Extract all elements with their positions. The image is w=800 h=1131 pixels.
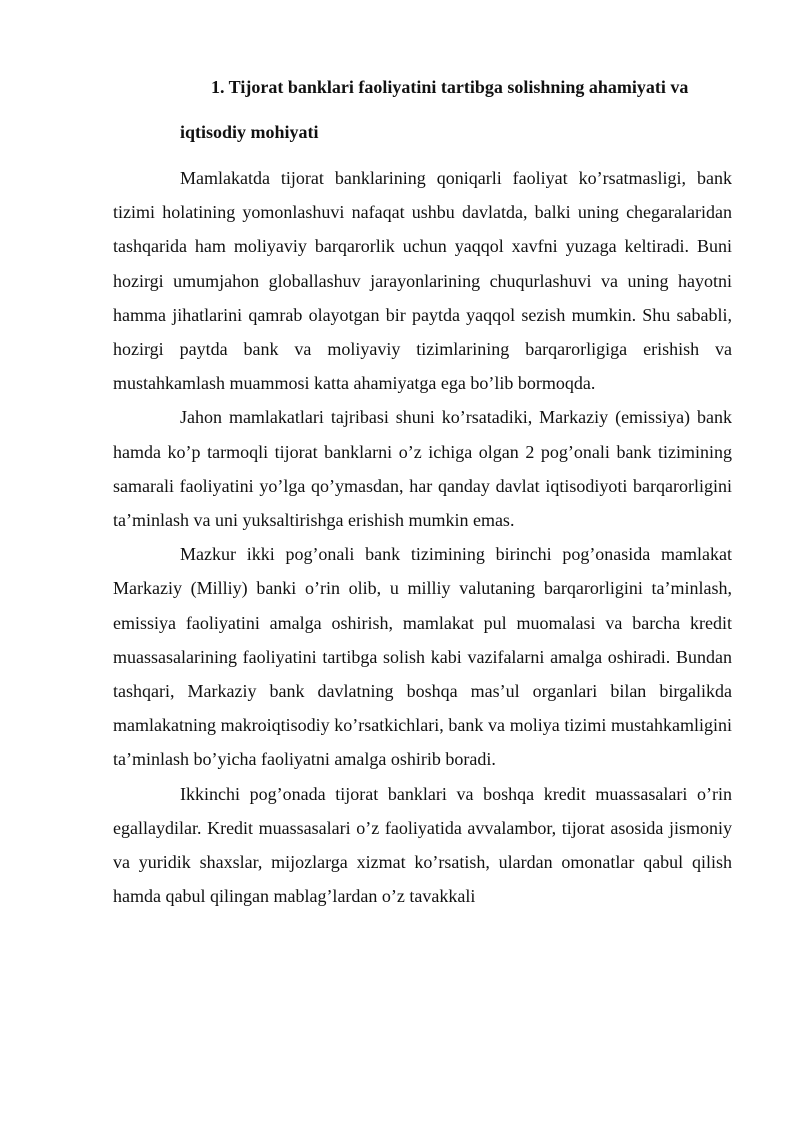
body-text bbox=[113, 161, 732, 913]
paragraph-2: Jahon mamlakatlari tajribasi shuni ko’rsatadiki, Markaziy (emissiya) bank hamda ko’p tarmoqli tijorat banklarni o’z ichiga olgan 2 pog’onali bank tizimining samarali faoliyatini yo’lga qo’ymasdan, har qanday davlat iqtisodiyoti barqarorligini ta’minlash va uni yuksaltirishga erishish mumkin emas. bbox=[113, 407, 732, 531]
section-heading: 1. Tijorat banklari faoliyatini tartibga solishning ahamiyati va bbox=[211, 77, 689, 97]
paragraph-1: Mamlakatda tijorat banklarining qoniqarli faoliyat ko’rsatmasligi, bank tizimi holatining yomonlashuvi nafaqat ushbu davlatda, balki uning chegaralaridan tashqarida ham moliyaviy barqarorlik uchun yaqqol xavfni yuzaga keltiradi. Buni hozirgi umumjahon globallashuv jarayonlarining chuqurlashuvi va uning hayotni hamma jihatlarini qamrab olayotgan bir paytda yaqqol sezish mumkin. Shu sababli, hozirgi paytda bank va moliyaviy tizimlarining barqarorligiga erishish va mustahkamlash muammosi katta ahamiyatga ega bo’lib bormoqda. bbox=[113, 168, 732, 394]
section-heading-continuation: iqtisodiy mohiyati bbox=[180, 122, 319, 142]
paragraph-3: Mazkur ikki pog’onali bank tizimining birinchi pog’onasida mamlakat Markaziy (Milliy) banki o’rin olib, u milliy valutaning barqarorligini ta’minlash, emissiya faoliyatini amalga oshirish, mamlakat pul muomalasi va barcha kredit muassasalarining faoliyatini tartibga solish kabi vazifalarni amalga oshiradi. Bundan tashqari, Markaziy bank davlatning boshqa mas’ul organlari bilan birgalikda mamlakatning makroiqtisodiy ko’rsatkichlari, bank va moliya tizimi mustahkamligini ta’minlash bo’yicha faoliyatni amalga oshirib boradi. bbox=[113, 544, 732, 770]
paragraph-4: Ikkinchi pog’onada tijorat banklari va boshqa kredit muassasalari o’rin egallaydilar. Kredit muassasalari o’z faoliyatida avvalambor, tijorat asosida jismoniy va yuridik shaxslar, mijozlarga xizmat ko’rsatish, ulardan omonatlar qabul qilish hamda qabul qilingan mablag’lardan o’z tavakkali bbox=[113, 783, 732, 907]
